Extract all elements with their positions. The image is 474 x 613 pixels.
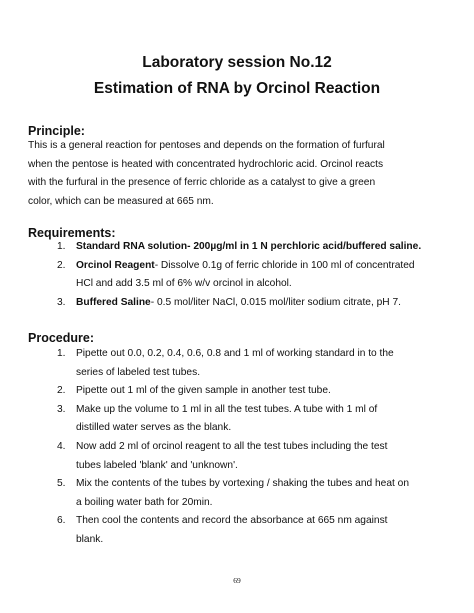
step-text-continued: tubes labeled 'blank' and 'unknown'.: [76, 459, 238, 471]
step-text: Now add 2 ml of orcinol reagent to all the test tubes including the test: [76, 440, 388, 452]
step-text-continued: blank.: [76, 533, 104, 545]
item-number: 1.: [57, 241, 66, 252]
step-text-continued: a boiling water bath for 20min.: [76, 496, 213, 508]
list-item: [0, 238, 421, 257]
page-number: 69: [233, 576, 241, 585]
procedure-list: [0, 345, 409, 550]
step-number: 2.: [57, 385, 66, 397]
step-text: Mix the contents of the tubes by vortexing / shaking the tubes and heat on: [76, 478, 410, 490]
step-number: 4.: [57, 440, 66, 452]
item-number: 3.: [57, 296, 66, 308]
item-term: Standard RNA solution: [76, 241, 188, 252]
list-item: [0, 475, 409, 512]
list-item: [0, 345, 409, 382]
step-number: 1.: [57, 348, 66, 359]
step-number: 3.: [57, 403, 66, 415]
step-text-continued: distilled water serves as the blank.: [76, 422, 232, 434]
step-text-continued: series of labeled test tubes.: [76, 366, 201, 378]
experiment-title: Estimation of RNA by Orcinol Reaction: [93, 80, 381, 97]
principle-heading: Principle:: [28, 124, 85, 138]
list-item: [0, 512, 409, 549]
session-title: Laboratory session No.12: [142, 54, 332, 71]
item-description: - 200µg/ml in 1 N perchloric acid/buffered saline.: [187, 241, 422, 252]
list-item: [0, 257, 421, 294]
requirements-heading: Requirements:: [28, 226, 116, 240]
list-item: [0, 438, 409, 475]
item-description-continued: HCl and add 3.5 ml of 6% w/v orcinol in alcohol.: [76, 278, 292, 290]
principle-paragraph: [28, 137, 448, 211]
item-term: Buffered Saline: [76, 296, 151, 308]
item-description: - Dissolve 0.1g of ferric chloride in 100 ml of concentrated: [154, 259, 415, 271]
item-description: - 0.5 mol/liter NaCl, 0.015 mol/liter sodium citrate, pH 7.: [150, 296, 401, 308]
principle-line: This is a general reaction for pentoses and depends on the formation of furfural: [28, 140, 385, 151]
step-text: Pipette out 1 ml of the given sample in another test tube.: [76, 385, 331, 397]
step-text: Make up the volume to 1 ml in all the test tubes. A tube with 1 ml of: [76, 403, 378, 415]
list-item: [0, 294, 421, 313]
principle-line: when the pentose is heated with concentrated hydrochloric acid. Orcinol reacts: [28, 158, 384, 170]
procedure-heading: Procedure:: [28, 331, 94, 345]
step-text: Pipette out 0.0, 0.2, 0.4, 0.6, 0.8 and 1 ml of working standard in to the: [76, 348, 394, 359]
step-text: Then cool the contents and record the absorbance at 665 nm against: [76, 515, 388, 527]
item-term: Orcinol Reagent: [76, 259, 155, 271]
step-number: 5.: [57, 478, 66, 490]
step-number: 6.: [57, 515, 66, 527]
list-item: [0, 401, 409, 438]
requirements-list: [0, 238, 421, 312]
item-number: 2.: [57, 259, 66, 271]
list-item: [0, 382, 409, 401]
principle-line: with the furfural in the presence of ferric chloride as a catalyst to give a green: [28, 177, 376, 188]
principle-line: color, which can be measured at 665 nm.: [28, 195, 214, 207]
